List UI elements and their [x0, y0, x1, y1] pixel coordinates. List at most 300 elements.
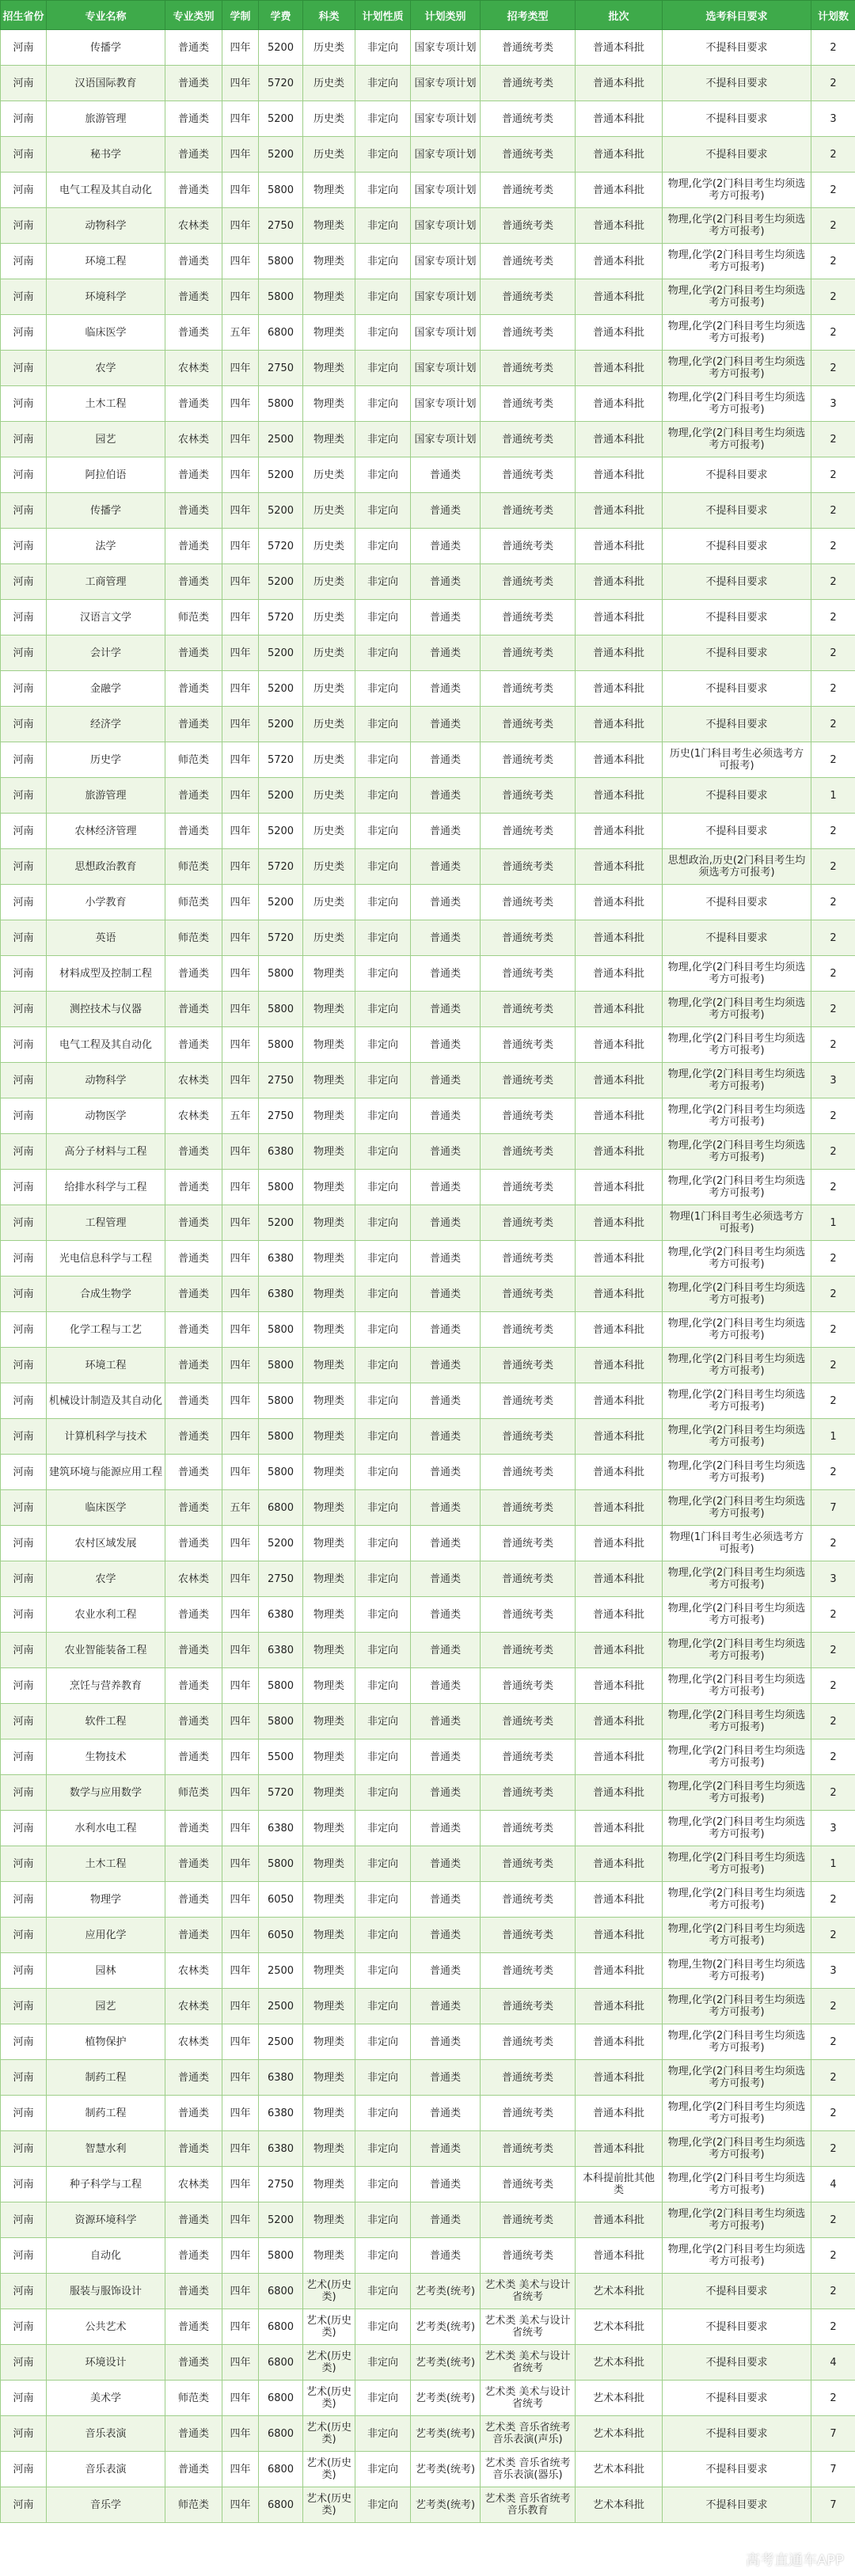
cell-major-name: 环境工程: [47, 244, 165, 279]
cell-tuition: 6380: [259, 1134, 303, 1170]
cell-plan-count: 4: [811, 2345, 855, 2381]
cell-major-name: 智慧水利: [47, 2131, 165, 2167]
cell-plan-category: 普通类: [411, 814, 481, 849]
cell-subject-track: 历史类: [303, 849, 355, 885]
cell-batch: 普通本科批: [576, 1668, 663, 1704]
cell-plan-category: 普通类: [411, 1027, 481, 1063]
cell-subject-requirement: 不提科目要求: [663, 671, 811, 707]
table-row: [1, 1241, 855, 1277]
cell-plan-nature: 非定向: [355, 1704, 411, 1739]
table-body: [1, 30, 855, 2523]
cell-exam-type: 普通统考类: [481, 457, 576, 493]
cell-exam-type: 普通统考类: [481, 1277, 576, 1312]
cell-plan-nature: 非定向: [355, 66, 411, 101]
cell-major-name: 农业水利工程: [47, 1597, 165, 1633]
cell-batch: 普通本科批: [576, 1704, 663, 1739]
cell-major-name: 动物医学: [47, 1098, 165, 1134]
cell-plan-count: 1: [811, 1419, 855, 1455]
table-row: [1, 1704, 855, 1739]
cell-subject-track: 物理类: [303, 1348, 355, 1383]
cell-duration: 四年: [222, 493, 259, 529]
cell-major-name: 园艺: [47, 1989, 165, 2024]
table-row: [1, 208, 855, 244]
cell-major-name: 音乐表演: [47, 2416, 165, 2452]
cell-batch: 普通本科批: [576, 1241, 663, 1277]
cell-major-category: 农林类: [165, 208, 222, 244]
cell-province: 河南: [1, 1811, 47, 1846]
cell-major-name: 制药工程: [47, 2096, 165, 2131]
cell-plan-nature: 非定向: [355, 351, 411, 386]
cell-major-name: 制药工程: [47, 2060, 165, 2096]
cell-plan-category: 普通类: [411, 742, 481, 778]
cell-province: 河南: [1, 707, 47, 742]
cell-duration: 四年: [222, 600, 259, 635]
cell-plan-category: 普通类: [411, 1882, 481, 1918]
cell-batch: 普通本科批: [576, 208, 663, 244]
cell-duration: 四年: [222, 422, 259, 457]
cell-batch: 普通本科批: [576, 1953, 663, 1989]
cell-subject-track: 物理类: [303, 1490, 355, 1526]
cell-plan-count: 2: [811, 1098, 855, 1134]
cell-plan-nature: 非定向: [355, 2309, 411, 2345]
cell-subject-requirement: 物理,化学(2门科目考生均须选考方可报考): [663, 351, 811, 386]
cell-subject-track: 物理类: [303, 244, 355, 279]
cell-exam-type: 普通统考类: [481, 1846, 576, 1882]
cell-major-name: 光电信息科学与工程: [47, 1241, 165, 1277]
cell-subject-track: 物理类: [303, 2024, 355, 2060]
cell-province: 河南: [1, 992, 47, 1027]
cell-tuition: 2750: [259, 208, 303, 244]
cell-subject-requirement: 物理,化学(2门科目考生均须选考方可报考): [663, 2238, 811, 2274]
cell-plan-count: 2: [811, 1989, 855, 2024]
cell-plan-category: 国家专项计划: [411, 315, 481, 351]
cell-batch: 普通本科批: [576, 1205, 663, 1241]
cell-province: 河南: [1, 2202, 47, 2238]
cell-duration: 四年: [222, 351, 259, 386]
cell-plan-nature: 非定向: [355, 386, 411, 422]
cell-plan-nature: 非定向: [355, 2238, 411, 2274]
cell-plan-category: 普通类: [411, 1383, 481, 1419]
cell-subject-track: 艺术(历史类): [303, 2309, 355, 2345]
cell-plan-count: 2: [811, 1668, 855, 1704]
cell-plan-category: 艺考类(统考): [411, 2487, 481, 2523]
cell-province: 河南: [1, 2381, 47, 2416]
cell-subject-track: 物理类: [303, 386, 355, 422]
cell-province: 河南: [1, 1739, 47, 1775]
cell-plan-count: 2: [811, 1597, 855, 1633]
cell-plan-category: 艺考类(统考): [411, 2345, 481, 2381]
cell-major-category: 农林类: [165, 351, 222, 386]
cell-province: 河南: [1, 244, 47, 279]
header-tuition: 学费: [259, 1, 303, 30]
cell-batch: 艺术本科批: [576, 2487, 663, 2523]
cell-plan-category: 国家专项计划: [411, 137, 481, 173]
cell-plan-nature: 非定向: [355, 2416, 411, 2452]
table-row: [1, 173, 855, 208]
cell-duration: 四年: [222, 386, 259, 422]
cell-subject-track: 历史类: [303, 635, 355, 671]
cell-major-name: 水利水电工程: [47, 1811, 165, 1846]
cell-province: 河南: [1, 315, 47, 351]
cell-tuition: 6800: [259, 2452, 303, 2487]
cell-subject-track: 历史类: [303, 564, 355, 600]
cell-major-name: 动物科学: [47, 1063, 165, 1098]
cell-subject-track: 历史类: [303, 600, 355, 635]
cell-duration: 五年: [222, 1098, 259, 1134]
cell-plan-nature: 非定向: [355, 2381, 411, 2416]
cell-plan-category: 国家专项计划: [411, 351, 481, 386]
cell-batch: 普通本科批: [576, 778, 663, 814]
cell-batch: 普通本科批: [576, 2238, 663, 2274]
cell-tuition: 5200: [259, 707, 303, 742]
cell-plan-category: 普通类: [411, 2131, 481, 2167]
cell-subject-track: 历史类: [303, 137, 355, 173]
cell-major-category: 普通类: [165, 2274, 222, 2309]
table-row: [1, 422, 855, 457]
cell-major-name: 英语: [47, 920, 165, 956]
cell-subject-requirement: 物理,化学(2门科目考生均须选考方可报考): [663, 956, 811, 992]
cell-major-name: 数学与应用数学: [47, 1775, 165, 1811]
cell-subject-track: 历史类: [303, 742, 355, 778]
cell-major-category: 普通类: [165, 1739, 222, 1775]
cell-exam-type: 艺术类 美术与设计省统考: [481, 2345, 576, 2381]
cell-plan-category: 普通类: [411, 1348, 481, 1383]
cell-exam-type: 普通统考类: [481, 2096, 576, 2131]
cell-plan-nature: 非定向: [355, 778, 411, 814]
cell-major-category: 普通类: [165, 671, 222, 707]
cell-tuition: 6800: [259, 315, 303, 351]
cell-exam-type: 普通统考类: [481, 386, 576, 422]
cell-tuition: 5200: [259, 2202, 303, 2238]
cell-subject-requirement: 物理,化学(2门科目考生均须选考方可报考): [663, 1882, 811, 1918]
cell-major-category: 农林类: [165, 2167, 222, 2202]
cell-plan-category: 国家专项计划: [411, 279, 481, 315]
cell-duration: 四年: [222, 1419, 259, 1455]
cell-plan-count: 7: [811, 2487, 855, 2523]
cell-subject-requirement: 物理,化学(2门科目考生均须选考方可报考): [663, 1383, 811, 1419]
cell-province: 河南: [1, 920, 47, 956]
cell-exam-type: 普通统考类: [481, 1918, 576, 1953]
cell-major-name: 计算机科学与技术: [47, 1419, 165, 1455]
cell-plan-nature: 非定向: [355, 30, 411, 66]
cell-subject-requirement: 物理,生物(2门科目考生均须选考方可报考): [663, 1953, 811, 1989]
cell-tuition: 5800: [259, 1348, 303, 1383]
cell-major-name: 秘书学: [47, 137, 165, 173]
cell-plan-nature: 非定向: [355, 2096, 411, 2131]
cell-tuition: 2500: [259, 2024, 303, 2060]
cell-tuition: 5720: [259, 600, 303, 635]
table-row: [1, 2452, 855, 2487]
cell-duration: 四年: [222, 1348, 259, 1383]
cell-batch: 普通本科批: [576, 564, 663, 600]
cell-subject-track: 历史类: [303, 920, 355, 956]
cell-province: 河南: [1, 1918, 47, 1953]
table-row: [1, 564, 855, 600]
table-row: [1, 2202, 855, 2238]
cell-plan-nature: 非定向: [355, 2167, 411, 2202]
table-row: [1, 635, 855, 671]
cell-tuition: 5800: [259, 279, 303, 315]
cell-batch: 普通本科批: [576, 493, 663, 529]
cell-major-name: 种子科学与工程: [47, 2167, 165, 2202]
cell-province: 河南: [1, 2274, 47, 2309]
cell-tuition: 5800: [259, 1668, 303, 1704]
cell-batch: 普通本科批: [576, 849, 663, 885]
cell-subject-track: 物理类: [303, 1027, 355, 1063]
cell-plan-category: 普通类: [411, 2060, 481, 2096]
cell-batch: 普通本科批: [576, 2131, 663, 2167]
cell-plan-count: 2: [811, 244, 855, 279]
cell-plan-category: 国家专项计划: [411, 173, 481, 208]
cell-plan-nature: 非定向: [355, 1312, 411, 1348]
cell-plan-count: 2: [811, 2060, 855, 2096]
cell-batch: 普通本科批: [576, 1597, 663, 1633]
cell-plan-nature: 非定向: [355, 1383, 411, 1419]
cell-province: 河南: [1, 2060, 47, 2096]
cell-plan-category: 普通类: [411, 2167, 481, 2202]
cell-tuition: 5800: [259, 1383, 303, 1419]
cell-plan-nature: 非定向: [355, 315, 411, 351]
cell-plan-nature: 非定向: [355, 1918, 411, 1953]
cell-subject-track: 艺术(历史类): [303, 2452, 355, 2487]
cell-major-category: 普通类: [165, 173, 222, 208]
cell-exam-type: 普通统考类: [481, 1419, 576, 1455]
cell-province: 河南: [1, 1098, 47, 1134]
cell-duration: 四年: [222, 707, 259, 742]
cell-batch: 普通本科批: [576, 1277, 663, 1312]
cell-province: 河南: [1, 1775, 47, 1811]
cell-exam-type: 普通统考类: [481, 1739, 576, 1775]
cell-plan-nature: 非定向: [355, 956, 411, 992]
cell-major-name: 物理学: [47, 1882, 165, 1918]
cell-subject-track: 物理类: [303, 1205, 355, 1241]
cell-batch: 普通本科批: [576, 600, 663, 635]
table-row: [1, 742, 855, 778]
cell-major-category: 普通类: [165, 1170, 222, 1205]
cell-tuition: 5200: [259, 30, 303, 66]
cell-province: 河南: [1, 956, 47, 992]
cell-plan-count: 2: [811, 2238, 855, 2274]
cell-exam-type: 普通统考类: [481, 101, 576, 137]
cell-province: 河南: [1, 1597, 47, 1633]
cell-plan-count: 2: [811, 173, 855, 208]
cell-tuition: 2750: [259, 2167, 303, 2202]
cell-plan-count: 2: [811, 2024, 855, 2060]
cell-tuition: 5800: [259, 956, 303, 992]
cell-exam-type: 普通统考类: [481, 1561, 576, 1597]
cell-exam-type: 普通统考类: [481, 1348, 576, 1383]
cell-major-name: 会计学: [47, 635, 165, 671]
cell-plan-category: 普通类: [411, 1633, 481, 1668]
cell-subject-track: 艺术(历史类): [303, 2416, 355, 2452]
cell-province: 河南: [1, 1633, 47, 1668]
cell-province: 河南: [1, 849, 47, 885]
table-row: [1, 2345, 855, 2381]
cell-major-category: 普通类: [165, 1846, 222, 1882]
cell-duration: 四年: [222, 1241, 259, 1277]
cell-plan-category: 普通类: [411, 1989, 481, 2024]
cell-major-category: 普通类: [165, 1027, 222, 1063]
cell-plan-nature: 非定向: [355, 1455, 411, 1490]
cell-major-category: 普通类: [165, 2416, 222, 2452]
cell-plan-count: 2: [811, 1739, 855, 1775]
cell-province: 河南: [1, 1063, 47, 1098]
cell-subject-track: 物理类: [303, 1775, 355, 1811]
cell-province: 河南: [1, 1668, 47, 1704]
cell-batch: 普通本科批: [576, 137, 663, 173]
cell-duration: 四年: [222, 2202, 259, 2238]
cell-duration: 四年: [222, 2416, 259, 2452]
cell-duration: 四年: [222, 2345, 259, 2381]
cell-exam-type: 普通统考类: [481, 2131, 576, 2167]
cell-exam-type: 艺术类 美术与设计省统考: [481, 2309, 576, 2345]
cell-major-name: 农学: [47, 1561, 165, 1597]
header-province: 招生省份: [1, 1, 47, 30]
cell-exam-type: 普通统考类: [481, 920, 576, 956]
cell-tuition: 2500: [259, 1989, 303, 2024]
cell-major-category: 普通类: [165, 2202, 222, 2238]
cell-tuition: 6380: [259, 1241, 303, 1277]
cell-exam-type: 普通统考类: [481, 564, 576, 600]
header-major-name: 专业名称: [47, 1, 165, 30]
cell-batch: 普通本科批: [576, 1775, 663, 1811]
cell-batch: 普通本科批: [576, 1739, 663, 1775]
cell-major-category: 普通类: [165, 529, 222, 564]
table-row: [1, 1811, 855, 1846]
cell-major-name: 材料成型及控制工程: [47, 956, 165, 992]
cell-subject-requirement: 物理,化学(2门科目考生均须选考方可报考): [663, 315, 811, 351]
cell-province: 河南: [1, 1241, 47, 1277]
cell-batch: 普通本科批: [576, 2202, 663, 2238]
cell-major-category: 农林类: [165, 422, 222, 457]
table-row: [1, 1775, 855, 1811]
cell-major-name: 测控技术与仪器: [47, 992, 165, 1027]
cell-plan-category: 普通类: [411, 1953, 481, 1989]
cell-duration: 四年: [222, 1561, 259, 1597]
cell-subject-requirement: 物理,化学(2门科目考生均须选考方可报考): [663, 2060, 811, 2096]
header-duration: 学制: [222, 1, 259, 30]
cell-major-category: 普通类: [165, 992, 222, 1027]
cell-exam-type: 普通统考类: [481, 1989, 576, 2024]
cell-subject-track: 历史类: [303, 778, 355, 814]
cell-major-name: 美术学: [47, 2381, 165, 2416]
cell-batch: 普通本科批: [576, 671, 663, 707]
table-row: [1, 2309, 855, 2345]
cell-major-name: 经济学: [47, 707, 165, 742]
cell-duration: 五年: [222, 1490, 259, 1526]
cell-tuition: 5500: [259, 1739, 303, 1775]
cell-major-name: 农学: [47, 351, 165, 386]
cell-major-name: 植物保护: [47, 2024, 165, 2060]
cell-province: 河南: [1, 2131, 47, 2167]
cell-plan-nature: 非定向: [355, 529, 411, 564]
cell-province: 河南: [1, 30, 47, 66]
cell-major-category: 普通类: [165, 635, 222, 671]
cell-batch: 普通本科批: [576, 1170, 663, 1205]
cell-major-category: 普通类: [165, 956, 222, 992]
cell-plan-category: 普通类: [411, 1561, 481, 1597]
cell-plan-nature: 非定向: [355, 814, 411, 849]
cell-subject-track: 物理类: [303, 1170, 355, 1205]
cell-major-category: 普通类: [165, 386, 222, 422]
cell-exam-type: 普通统考类: [481, 2238, 576, 2274]
cell-plan-count: 2: [811, 457, 855, 493]
table-row: [1, 529, 855, 564]
cell-subject-requirement: 物理,化学(2门科目考生均须选考方可报考): [663, 1027, 811, 1063]
cell-subject-requirement: 物理,化学(2门科目考生均须选考方可报考): [663, 1811, 811, 1846]
cell-batch: 普通本科批: [576, 351, 663, 386]
cell-subject-requirement: 历史(1门科目考生必须选考方可报考): [663, 742, 811, 778]
cell-tuition: 5800: [259, 1704, 303, 1739]
cell-subject-requirement: 不提科目要求: [663, 2274, 811, 2309]
cell-plan-count: 2: [811, 422, 855, 457]
cell-exam-type: 普通统考类: [481, 208, 576, 244]
cell-major-name: 土木工程: [47, 386, 165, 422]
table-row: [1, 2416, 855, 2452]
cell-province: 河南: [1, 386, 47, 422]
cell-tuition: 5200: [259, 101, 303, 137]
cell-batch: 普通本科批: [576, 1134, 663, 1170]
header-batch: 批次: [576, 1, 663, 30]
cell-plan-count: 2: [811, 635, 855, 671]
cell-exam-type: 普通统考类: [481, 1775, 576, 1811]
cell-subject-track: 物理类: [303, 2131, 355, 2167]
cell-subject-requirement: 不提科目要求: [663, 2452, 811, 2487]
table-row: [1, 1739, 855, 1775]
cell-subject-track: 物理类: [303, 1597, 355, 1633]
cell-major-category: 师范类: [165, 742, 222, 778]
cell-plan-category: 普通类: [411, 1490, 481, 1526]
cell-major-category: 农林类: [165, 1063, 222, 1098]
cell-plan-count: 1: [811, 1846, 855, 1882]
cell-plan-count: 2: [811, 1455, 855, 1490]
cell-plan-nature: 非定向: [355, 101, 411, 137]
cell-plan-nature: 非定向: [355, 279, 411, 315]
table-row: [1, 1383, 855, 1419]
cell-subject-requirement: 物理,化学(2门科目考生均须选考方可报考): [663, 1597, 811, 1633]
cell-subject-requirement: 物理,化学(2门科目考生均须选考方可报考): [663, 1561, 811, 1597]
cell-plan-count: 2: [811, 1882, 855, 1918]
cell-plan-category: 艺考类(统考): [411, 2274, 481, 2309]
table-row: [1, 315, 855, 351]
cell-major-category: 普通类: [165, 2060, 222, 2096]
table-row: [1, 101, 855, 137]
cell-subject-track: 物理类: [303, 1063, 355, 1098]
cell-batch: 本科提前批其他类: [576, 2167, 663, 2202]
cell-plan-nature: 非定向: [355, 1597, 411, 1633]
cell-province: 河南: [1, 1561, 47, 1597]
cell-batch: 普通本科批: [576, 742, 663, 778]
cell-plan-category: 普通类: [411, 1063, 481, 1098]
cell-tuition: 5800: [259, 173, 303, 208]
cell-major-category: 师范类: [165, 1775, 222, 1811]
cell-plan-category: 国家专项计划: [411, 101, 481, 137]
cell-subject-requirement: 不提科目要求: [663, 2416, 811, 2452]
cell-plan-nature: 非定向: [355, 2060, 411, 2096]
cell-batch: 普通本科批: [576, 1989, 663, 2024]
cell-major-category: 普通类: [165, 244, 222, 279]
cell-exam-type: 普通统考类: [481, 1170, 576, 1205]
cell-tuition: 2500: [259, 1953, 303, 1989]
cell-subject-track: 物理类: [303, 2238, 355, 2274]
cell-subject-track: 历史类: [303, 101, 355, 137]
cell-major-name: 应用化学: [47, 1918, 165, 1953]
cell-province: 河南: [1, 351, 47, 386]
cell-major-category: 普通类: [165, 1134, 222, 1170]
cell-major-name: 农村区域发展: [47, 1526, 165, 1561]
cell-tuition: 6800: [259, 2487, 303, 2523]
cell-major-category: 普通类: [165, 1633, 222, 1668]
